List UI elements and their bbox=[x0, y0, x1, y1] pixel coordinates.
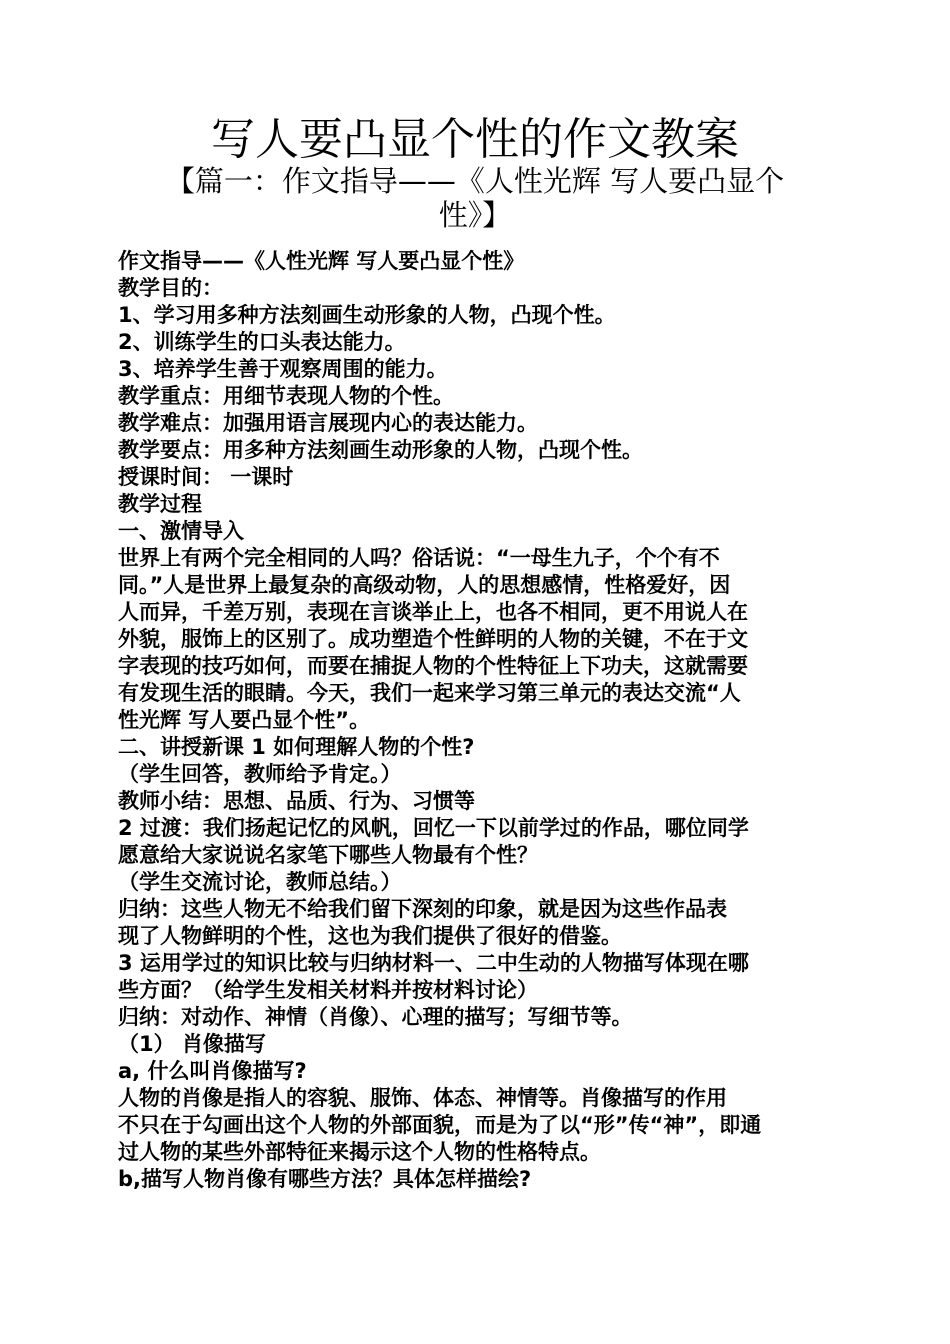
section-heading: 作文指导——《人性光辉 写人要凸显个性》 bbox=[118, 249, 525, 273]
body-line: 教学要点：用多种方法刻画生动形象的人物，凸现个性。 bbox=[118, 438, 643, 462]
body-line: 归纳：这些人物无不给我们留下深刻的印象，就是因为这些作品表 bbox=[118, 897, 727, 921]
body-line: 性光辉 写人要凸显个性”。 bbox=[118, 708, 371, 732]
body-line: a, 什么叫肖像描写? bbox=[118, 1059, 307, 1083]
document-subtitle bbox=[150, 164, 800, 232]
body-line: 2、训练学生的口头表达能力。 bbox=[118, 330, 406, 354]
body-line: 3 运用学过的知识比较与归纳材料一、二中生动的人物描写体现在哪 bbox=[118, 951, 749, 975]
body-line: 人而异，千差万别，表现在言谈举止上，也各不相同，更不用说人在 bbox=[118, 600, 748, 624]
body-line: 人物的肖像是指人的容貌、服饰、体态、神情等。肖像描写的作用 bbox=[118, 1086, 727, 1110]
document-body bbox=[118, 248, 842, 1193]
body-line: 外貌，服饰上的区别了。成功塑造个性鲜明的人物的关键，不在于文 bbox=[118, 627, 748, 651]
section-heading: 二、讲授新课 1 如何理解人物的个性? bbox=[118, 735, 475, 759]
body-line: 有发现生活的眼睛。今天，我们一起来学习第三单元的表达交流“人 bbox=[118, 681, 741, 705]
body-line: 现了人物鲜明的个性，这也为我们提供了很好的借鉴。 bbox=[118, 924, 622, 948]
body-line: 愿意给大家说说名家笔下哪些人物最有个性？ bbox=[118, 843, 538, 867]
subtitle-line: 性》】 bbox=[438, 198, 512, 232]
body-line: 同。”人是世界上最复杂的高级动物，人的思想感情，性格爱好，因 bbox=[118, 573, 731, 597]
body-line: b,描写人物肖像有哪些方法？具体怎样描绘? bbox=[118, 1167, 532, 1191]
body-line: 3、培养学生善于观察周围的能力。 bbox=[118, 357, 448, 381]
body-line: 世界上有两个完全相同的人吗？俗话说：“一母生九子，个个有不 bbox=[118, 546, 720, 570]
body-line: 教师小结：思想、品质、行为、习惯等 bbox=[118, 789, 475, 813]
body-line: 不只在于勾画出这个人物的外部面貌，而是为了以“形”传“神”，即通 bbox=[118, 1113, 762, 1137]
section-heading: 教学目的： bbox=[118, 276, 223, 300]
section-heading: 教学过程 bbox=[118, 492, 202, 516]
body-line: （学生交流讨论，教师总结。） bbox=[118, 870, 402, 894]
body-line: （学生回答，教师给予肯定。） bbox=[118, 762, 402, 786]
subtitle-line: 【篇一：作文指导——《人性光辉 写人要凸显个 bbox=[165, 164, 785, 198]
body-line: 2 过渡：我们扬起记忆的风帆，回忆一下以前学过的作品，哪位同学 bbox=[118, 816, 749, 840]
body-line: 授课时间： 一课时 bbox=[118, 465, 294, 489]
body-line: 些方面？（给学生发相关材料并按材料讨论） bbox=[118, 978, 538, 1002]
body-line: 1、学习用多种方法刻画生动形象的人物，凸现个性。 bbox=[118, 303, 616, 327]
section-heading: （1） 肖像描写 bbox=[118, 1032, 266, 1056]
body-line: 字表现的技巧如何，而要在捕捉人物的个性特征上下功夫，这就需要 bbox=[118, 654, 748, 678]
body-line: 归纳：对动作、神情（肖像）、心理的描写；写细节等。 bbox=[118, 1005, 633, 1029]
document-title: 写人要凸显个性的作文教案 bbox=[211, 114, 739, 165]
section-heading: 一、激情导入 bbox=[118, 519, 244, 543]
body-line: 教学重点：用细节表现人物的个性。 bbox=[118, 384, 454, 408]
body-line: 教学难点：加强用语言展现内心的表达能力。 bbox=[118, 411, 538, 435]
body-line: 过人物的某些外部特征来揭示这个人物的性格特点。 bbox=[118, 1140, 601, 1164]
